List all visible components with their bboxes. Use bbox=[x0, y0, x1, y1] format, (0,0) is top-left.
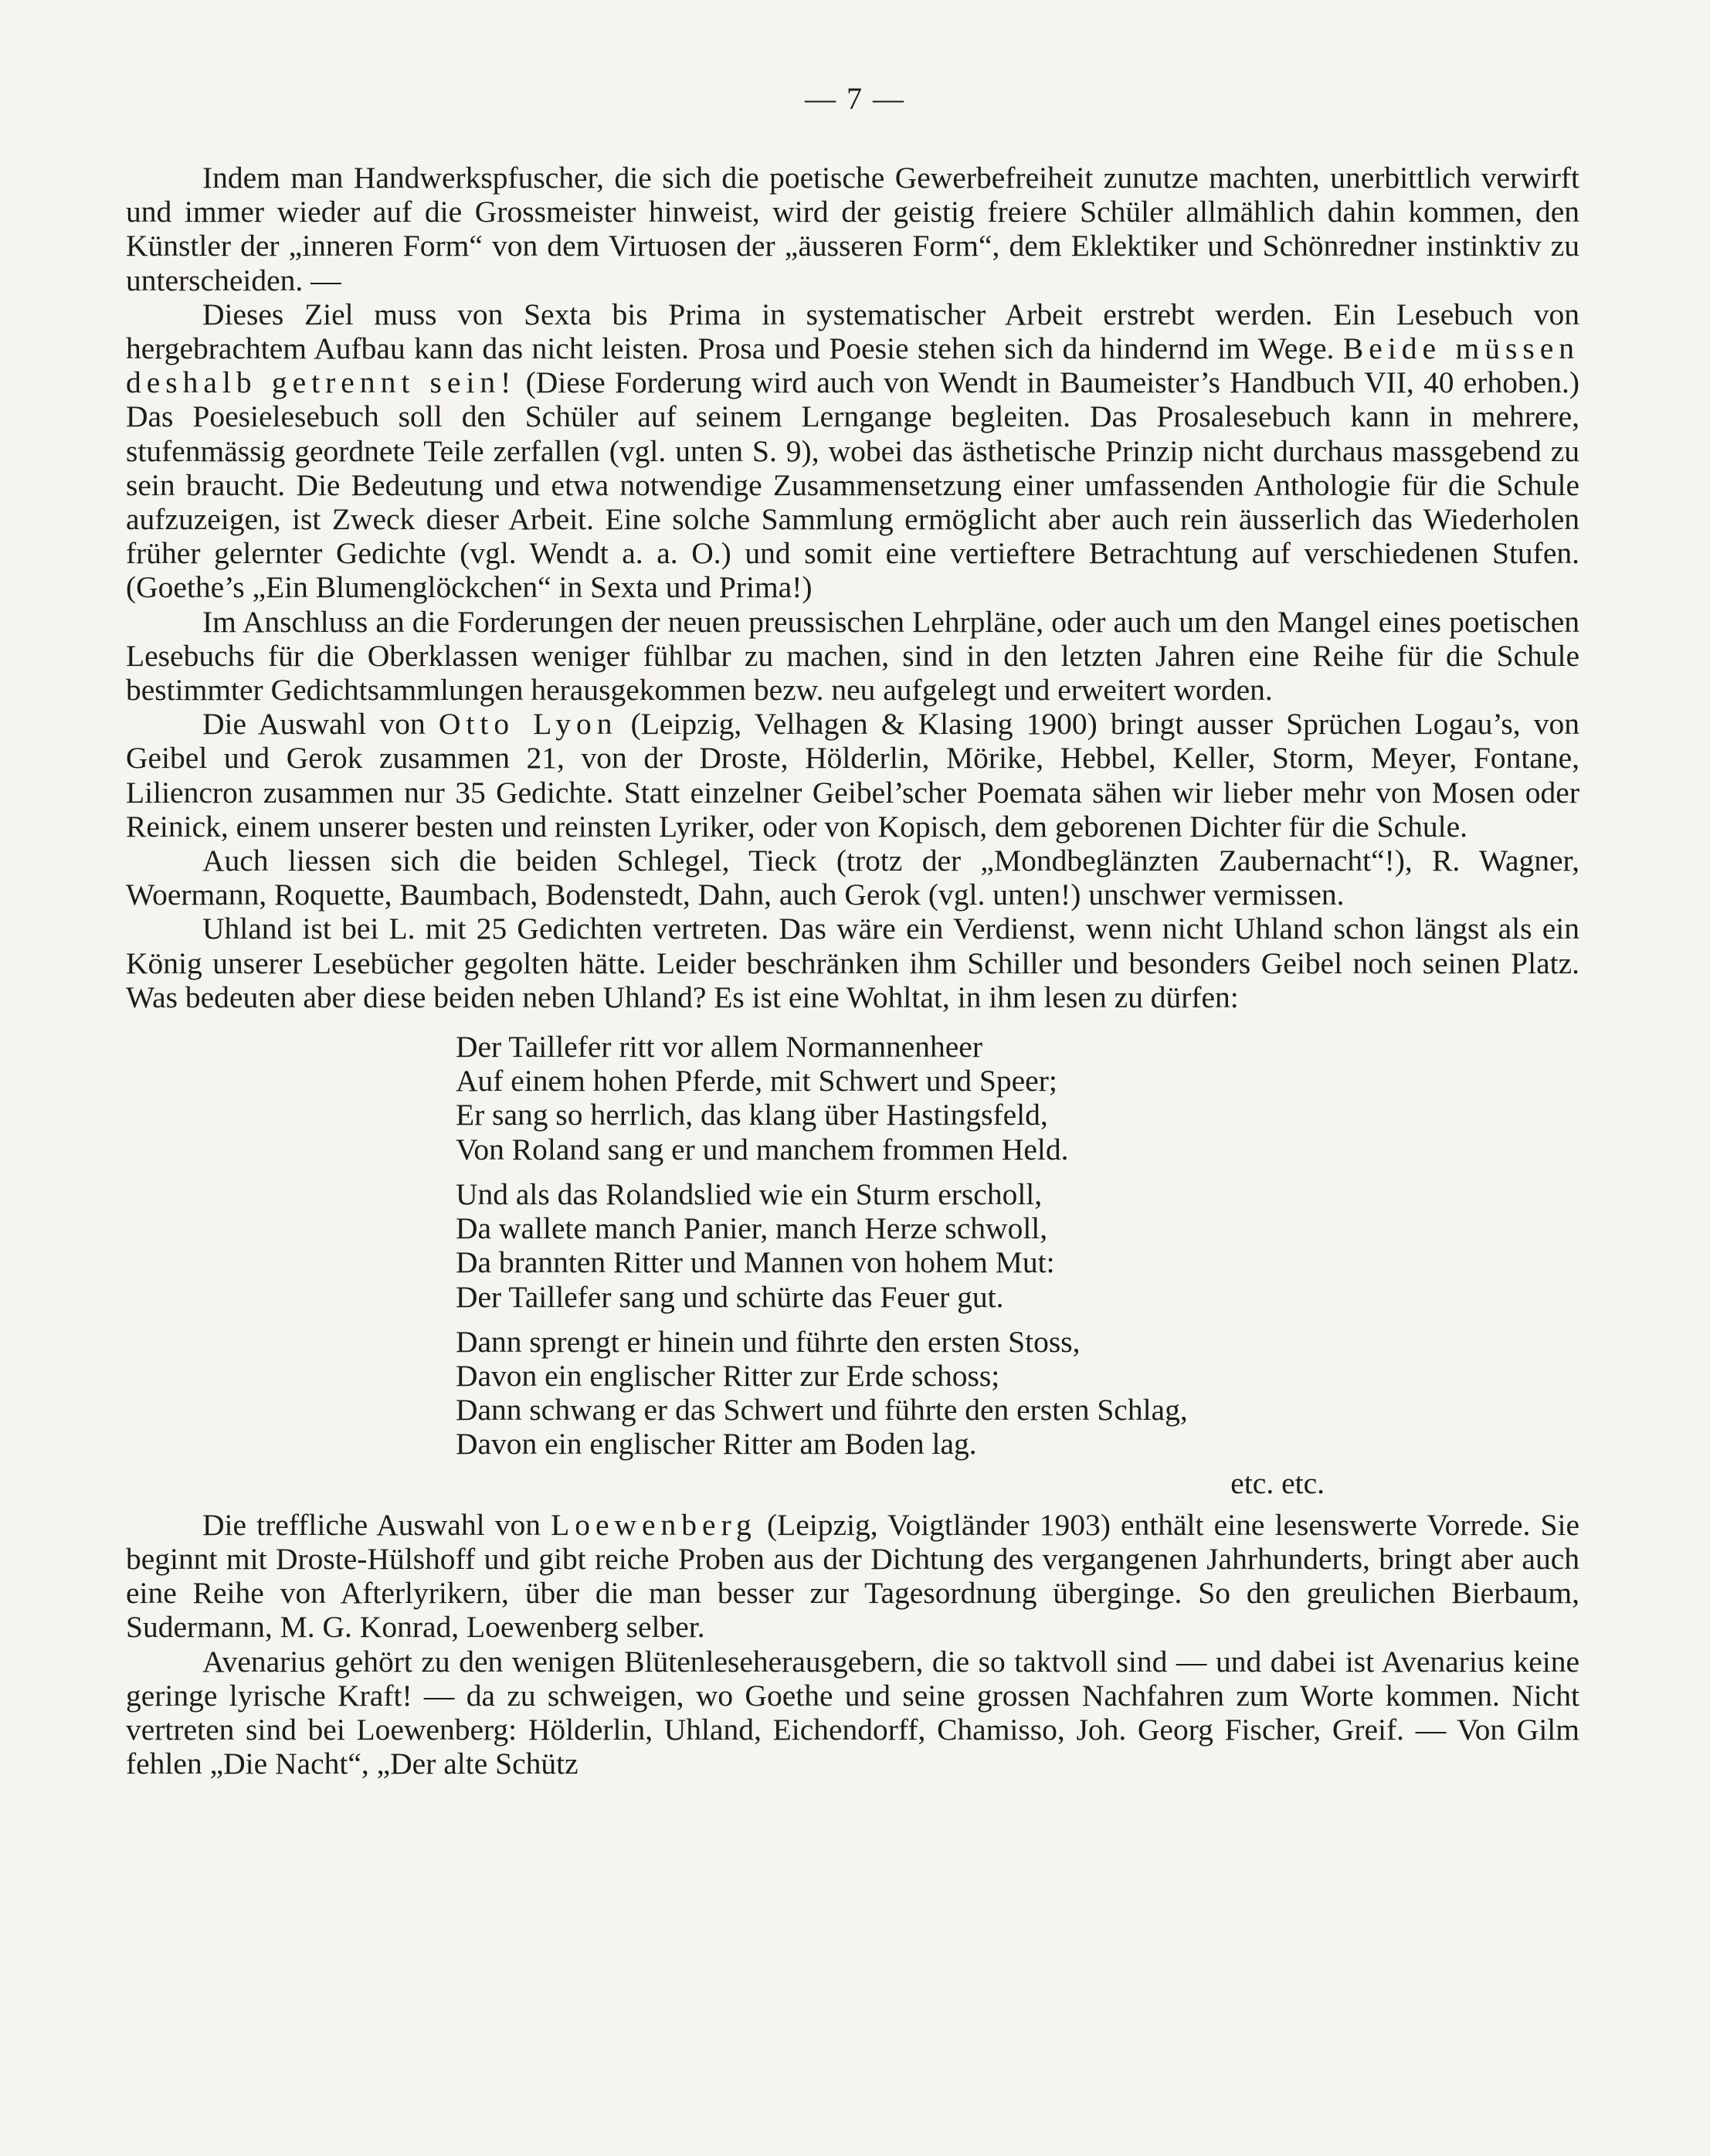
poem-line: Auf einem hohen Pferde, mit Schwert und Speer; bbox=[456, 1064, 1057, 1098]
poem-line: Der Taillefer ritt vor allem Normannenheer bbox=[456, 1030, 982, 1064]
paragraph-4-text: (Leipzig, Velhagen & Klasing 1900) bringt ausser Sprüchen Logau’s, von Geibel und Gerok zusammen 21, von der Droste, Hölderlin, Mörike, Hebbel, Keller, Storm, Meyer, Fontane, Liliencron zusammen nur 35 Gedichte. Statt einzelner Geibel’scher Poemata sähen wir lieber mehr von Mosen oder Reinick, einem unserer besten und reinsten Lyriker, oder von Kopisch, dem geborenen Dichter für die Schule. bbox=[126, 707, 1579, 844]
paragraph-4 bbox=[126, 707, 1579, 844]
poem-stanza-2 bbox=[456, 1177, 1579, 1314]
poem-quote bbox=[126, 1030, 1579, 1461]
emphasis-spaced-text: Beide müssen deshalb getrennt sein! bbox=[126, 331, 1580, 400]
paragraph-5: Auch liessen sich die beiden Schlegel, Tieck (trotz der „Mondbeglänzten Zaubernacht“!), R. Wagner, Woermann, Roquette, Baumbach, Bodenstedt, Dahn, auch Gerok (vgl. unten!) unschwer vermissen. bbox=[126, 844, 1579, 912]
poem-line: Der Taillefer sang und schürte das Feuer gut. bbox=[456, 1279, 1004, 1314]
paragraph-2-text: Dieses Ziel muss von Sexta bis Prima in systematischer Arbeit erstrebt werden. Ein Lesebuch von hergebrachtem Aufbau kann das nicht leisten. Prosa und Poesie stehen sich da hindernd im Wege. bbox=[126, 297, 1579, 366]
paragraph-6: Uhland ist bei L. mit 25 Gedichten vertreten. Das wäre ein Verdienst, wenn nicht Uhland schon längst als ein König unserer Lesebücher gegolten hätte. Leider beschränken ihm Schiller und besonders Geibel noch seinen Platz. Was bedeuten aber diese beiden neben Uhland? Es ist eine Wohltat, in ihm lesen zu dürfen: bbox=[126, 912, 1579, 1014]
paragraph-7-text: (Leipzig, Voigtländer 1903) enthält eine lesenswerte Vorrede. Sie beginnt mit Droste-Hülshoff und gibt reiche Proben aus der Dichtung des vergangenen Jahrhunderts, bringt aber auch eine Reihe von Afterlyrikern, über die man besser zur Tagesordnung überginge. So den greulichen Bierbaum, Sudermann, M. G. Konrad, Loewenberg selber. bbox=[126, 1507, 1580, 1645]
poem-line: Dann sprengt er hinein und führte den ersten Stoss, bbox=[456, 1324, 1081, 1359]
paragraph-7-lead: Die treffliche Auswahl von bbox=[202, 1507, 541, 1542]
poem-stanza-3 bbox=[456, 1325, 1579, 1462]
poem-line: Da wallete manch Panier, manch Herze schwoll, bbox=[456, 1211, 1048, 1246]
poem-line: Er sang so herrlich, das klang über Hastingsfeld, bbox=[456, 1098, 1048, 1132]
poem-line: Dann schwang er das Schwert und führte den ersten Schlag, bbox=[456, 1393, 1188, 1428]
paragraph-2-cont: (Diese Forderung wird auch von Wendt in Baumeister’s Handbuch VII, 40 erhoben.) Das Poesielesebuch soll den Schüler auf seinem Lerngange begleiten. Das Prosalesebuch kann in mehrere, stufenmässig geordnete Teile zerfallen (vgl. unten S. 9), wobei das ästhetische Prinzip nicht durchaus massgebend zu sein braucht. Die Bedeutung und etwa notwendige Zusammensetzung einer umfassenden Anthologie für die Schule aufzuzeigen, ist Zweck dieser Arbeit. Eine solche Sammlung ermöglicht aber auch rein äusserlich das Wiederholen früher gelernter Gedichte (vgl. Wendt a. a. O.) und somit eine vertieftere Betrachtung auf verschiedenen Stufen. (Goethe’s „Ein Blumenglöckchen“ in Sexta und Prima!) bbox=[126, 365, 1580, 605]
paragraph-3: Im Anschluss an die Forderungen der neuen preussischen Lehrpläne, oder auch um den Mangel eines poetischen Lesebuchs für die Oberklassen weniger fühlbar zu machen, sind in den letzten Jahren eine Reihe für die Schule bestimmter Gedichtsammlungen herausgekommen bezw. neu aufgelegt und erweitert worden. bbox=[126, 604, 1579, 708]
poem-stanza-1 bbox=[456, 1030, 1579, 1166]
author-name-loewenberg: Loewenberg bbox=[551, 1507, 757, 1542]
poem-etc: etc. etc. bbox=[1230, 1465, 1325, 1500]
author-name-lyon: Otto Lyon bbox=[438, 707, 618, 742]
paragraph-8: Avenarius gehört zu den wenigen Blütenleseherausgebern, die so taktvoll sind — und dabei ist Avenarius keine geringe lyrische Kraft! — da zu schweigen, wo Goethe und seine grossen Nachfahren zum Worte kommen. Nicht vertreten sind bei Loewenberg: Hölderlin, Uhland, Eichendorff, Chamisso, Joh. Georg Fischer, Greif. — Von Gilm fehlen „Die Nacht“, „Der alte Schütz bbox=[126, 1644, 1579, 1781]
paragraph-7 bbox=[126, 1508, 1579, 1645]
body-text bbox=[126, 161, 1579, 1781]
poem-line: Und als das Rolandslied wie ein Sturm erscholl, bbox=[456, 1176, 1043, 1211]
poem-line: Davon ein englischer Ritter zur Erde schoss; bbox=[456, 1358, 1000, 1393]
poem-line: Von Roland sang er und manchem frommen Held. bbox=[456, 1132, 1069, 1166]
paragraph-4-lead: Die Auswahl von bbox=[202, 707, 426, 742]
paragraph-2 bbox=[126, 297, 1579, 605]
poem-line: Davon ein englischer Ritter am Boden lag. bbox=[456, 1427, 977, 1462]
paragraph-1: Indem man Handwerkspfuscher, die sich die poetische Gewerbefreiheit zunutze machten, unerbittlich verwirft und immer wieder auf die Grossmeister hinweist, wird der geistig freiere Schüler allmählich dahin kommen, den Künstler der „inneren Form“ von dem Virtuosen der „äusseren Form“, dem Eklektiker und Schönredner instinktiv zu unterscheiden. — bbox=[126, 161, 1579, 297]
page-number: — 7 — bbox=[805, 81, 905, 116]
poem-line: Da brannten Ritter und Mannen von hohem Mut: bbox=[456, 1245, 1055, 1280]
